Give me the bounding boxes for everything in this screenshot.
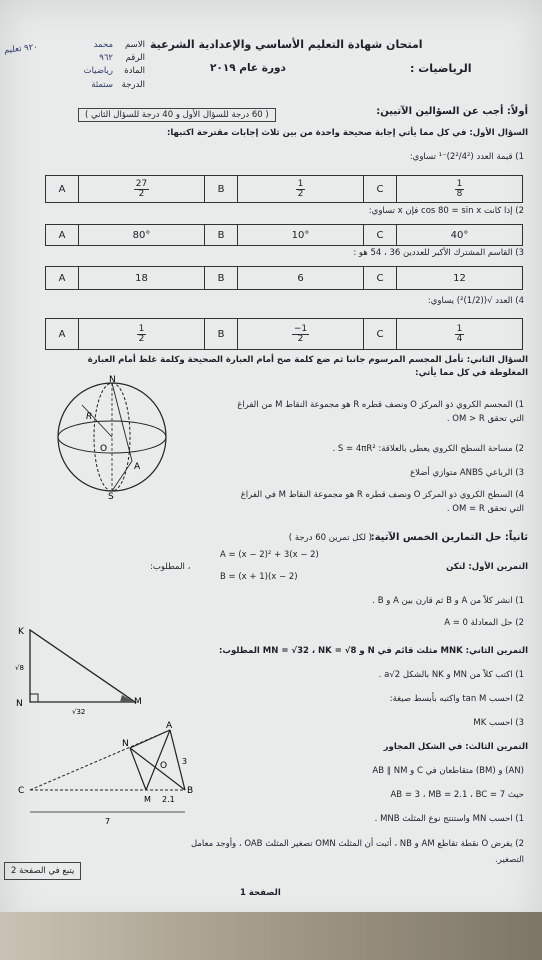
ex1-expr-b: B = (x + 1)(x − 2) [220, 572, 298, 582]
sphere-label-s: S [108, 492, 114, 500]
tri-label-mn: √32 [72, 708, 86, 716]
tri-label-nk: √8 [15, 664, 24, 672]
sphere-label-o: O [100, 444, 108, 454]
ex1-required: ، المطلوب: [150, 562, 191, 572]
q1-intro: السؤال الأول: في كل مما يأتي إجابة صحيحة واحدة من بين ثلاث إجابات مقترحة اكتبها: [166, 128, 528, 138]
tri-label-n: N [16, 699, 23, 709]
ex2-task-2: 2) احسب tan M واكتبه بأبسط صيغة: [389, 694, 524, 704]
q2-statement-3: 3) الرباعي ANBS متوازي أضلاع [410, 468, 524, 478]
q2-statement-2: 2) مساحة السطح الكروي يعطى بالعلاقة: S = 4πR² . [332, 444, 524, 454]
ex1-task-2: 2) حل المعادلة A = 0 [444, 618, 524, 628]
ex3-title: التمرين الثالث: في الشكل المجاور [383, 742, 528, 752]
ex1-task-1: 1) انشر كلاً من A و B ثم قارن بين A و B . [372, 596, 524, 606]
handwritten-note: ٩٢٠ تعليم [3, 42, 39, 56]
sphere-label-n: N [109, 375, 116, 385]
ex3-label-mb: 2.1 [162, 795, 175, 804]
student-info: الاسم الرقم المادة الدرجة محمد ٩٦٢ رياضيات ستمئة [83, 40, 145, 90]
ex3-label-7: 7 [105, 817, 111, 826]
ex2-task-1: 1) اكتب كلاً من MN و NK بالشكل a√2 . [378, 670, 524, 680]
ex1-title: التمرين الأول: لتكن [446, 562, 528, 572]
q1-item1-text: 1) قيمة العدد (2²/4²)⁻¹ تساوي: [409, 152, 524, 162]
q1-item3-text: 3) القاسم المشترك الأكبر للعددين 36 ، 54 هو : [353, 248, 524, 258]
section3-heading: ثانياً: حل التمارين الخمس الآتية: [370, 532, 528, 543]
ex3-task-1: 1) احسب MN واستنتج نوع المثلث MNB . [374, 814, 524, 824]
q2-statement-1: 1) المجسم الكروي ذو المركز O ونصف قطره R هو مجموعة النقاط M من الفراغ التي تحقق OM > R . [237, 400, 524, 425]
q1-item1-options: A $\frac{27}{2}$ B $\frac{1}{2}$ C $\frac{1}{8}$ [45, 175, 523, 203]
q1-item3-options: A 18 B 6 C 12 [45, 266, 523, 290]
sphere-figure [52, 375, 172, 500]
ex3-label-b: B [187, 786, 194, 796]
exam-session: دورة عام ٢٠١٩ [210, 62, 286, 74]
q1-item2-options: A 80° B 10° C 40° [45, 224, 523, 246]
subject-label: الرياضيات : [410, 62, 472, 75]
ex3-label-o: O [160, 761, 168, 771]
q1-item2-text: 2) إذا كانت cos 80 = sin x فإن x تساوي: [368, 206, 524, 216]
exam-title: امتحان شهادة التعليم الأساسي والإعدادية الشرعية [150, 38, 423, 51]
ex2-title: التمرين الثاني: MNK مثلث قائم في N و MN = √32 ، NK = √8 المطلوب: [219, 646, 528, 656]
ex3-line-1: (AN) و (BM) متقاطعان في C و AB ∥ NM [372, 766, 524, 776]
ex3-label-n: N [122, 739, 129, 749]
ex3-line-2: حيث AB = 3 ، MB = 2.1 ، BC = 7 [390, 790, 524, 800]
tri-label-k: K [18, 627, 24, 637]
sphere-label-r: R [86, 412, 93, 422]
section3-points: ( لكل تمرين 60 درجة ) [288, 533, 372, 543]
section1-heading: أولاً: أجب عن السؤالين الآتيين: [376, 106, 528, 117]
page-number: الصفحة 1 [240, 888, 281, 898]
ex3-label-c: C [18, 786, 25, 796]
triangle-figure [10, 622, 145, 717]
ex2-task-3: 3) احسب MK [473, 718, 524, 728]
q1-item4-text: 4) العدد √((1/2)²) يساوي: [427, 296, 524, 306]
ex3-task-2: 2) يفرض O نقطة تقاطع AM و NB ، أثبت أن المثلث OMN تصغير المثلث OAB ، وأوجد معامل التصغير. [190, 839, 524, 866]
q2-statement-4: 4) السطح الكروي ذو المركز O ونصف قطره R هو مجموعة النقاط M في الفراغ التي تحقق OM = R . [240, 490, 524, 515]
ex3-figure [10, 720, 200, 832]
sphere-label-a: A [134, 462, 141, 472]
continue-note: يتبع في الصفحة 2 [4, 862, 81, 880]
q2-intro: السؤال الثاني: تأمل المجسم المرسوم جانبا ثم ضع كلمة صح أمام العبارة الصحيحة وكلمة غلط أمام العبارة المغلوطة في كل مما يأتي: [87, 355, 528, 378]
ex3-label-3: 3 [182, 757, 188, 766]
ex3-label-a: A [166, 721, 173, 731]
q1-item4-options: A $\frac{1}{2}$ B $\frac{-1}{2}$ C $\frac{1}{4}$ [45, 318, 523, 350]
ex1-expr-a: A = (x − 2)² + 3(x − 2) [220, 550, 319, 560]
table-surface [0, 912, 542, 960]
tri-label-m: M [134, 697, 142, 707]
ex3-label-m: M [144, 795, 151, 804]
section1-points: ( 60 درجة للسؤال الأول و 40 درجة للسؤال الثاني ) [78, 108, 276, 122]
